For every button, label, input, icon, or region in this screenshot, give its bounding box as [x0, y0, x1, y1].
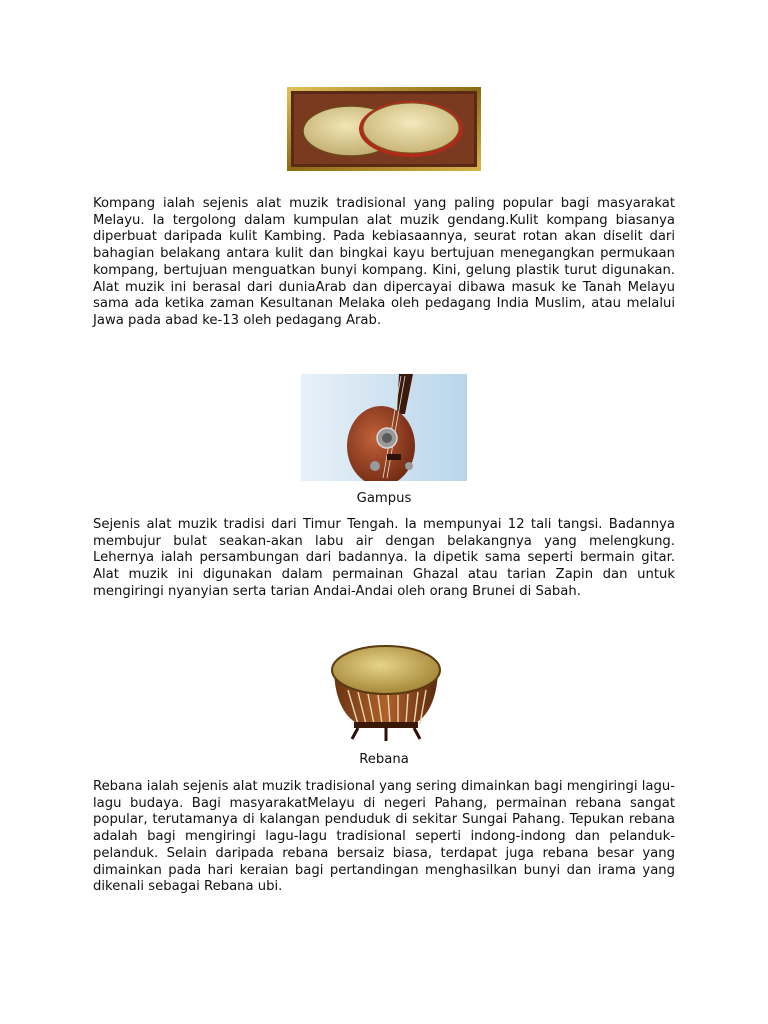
- rebana-caption: Rebana: [359, 752, 409, 767]
- kompang-image: [287, 87, 481, 171]
- rebana-paragraph: Rebana ialah sejenis alat muzik tradisional yang sering dimainkan bagi mengiringi lagu-lagu budaya. Bagi masyarakatMelayu di negeri Pahang, permainan rebana sangat popular, terutamanya di kalangan penduduk di sekitar Sungai Pahang. Tepukan rebana adalah bagi mengiringi lagu-lagu tradisional seperti indong-indong dan pelanduk-pelanduk. Selain daripada rebana bersaiz biasa, terdapat juga rebana besar yang dimainkan pada hari keraian bagi pertandingan menghasilkan bunyi dan irama yang dikenali sebagai Rebana ubi.: [93, 779, 675, 895]
- gambus-illustration: [301, 374, 467, 481]
- kompang-illustration: [287, 87, 481, 171]
- rebana-image: [328, 642, 444, 742]
- gambus-image: [301, 374, 467, 481]
- gambus-caption: Gampus: [356, 491, 412, 506]
- gambus-paragraph: Sejenis alat muzik tradisi dari Timur Tengah. Ia mempunyai 12 tali tangsi. Badannya membujur bulat seakan-akan labu air dengan belakangnya yang melengkung. Lehernya ialah persambungan dari badannya. Ia dipetik sama seperti bermain gitar. Alat muzik ini digunakan dalam permainan Ghazal atau tarian Zapin dan untuk mengiringi nyanyian serta tarian Andai-Andai oleh orang Brunei di Sabah.: [93, 517, 675, 599]
- kompang-paragraph: Kompang ialah sejenis alat muzik tradisional yang paling popular bagi masyarakat Melayu. Ia tergolong dalam kumpulan alat muzik gendang.Kulit kompang biasanya diperbuat daripada kulit Kambing. Pada kebiasaannya, seurat rotan akan diselit dari bahagian belakang antara kulit dan bingkai kayu bertujuan menegangkan permukaan kompang, bertujuan menguatkan bunyi kompang. Kini, gelung plastik turut digunakan. Alat muzik ini berasal dari duniaArab dan dipercayai dibawa masuk ke Tanah Melayu sama ada ketika zaman Kesultanan Melaka oleh pedagang India Muslim, atau melalui Jawa pada abad ke-13 oleh pedagang Arab.: [93, 196, 675, 328]
- rebana-illustration: [328, 642, 444, 742]
